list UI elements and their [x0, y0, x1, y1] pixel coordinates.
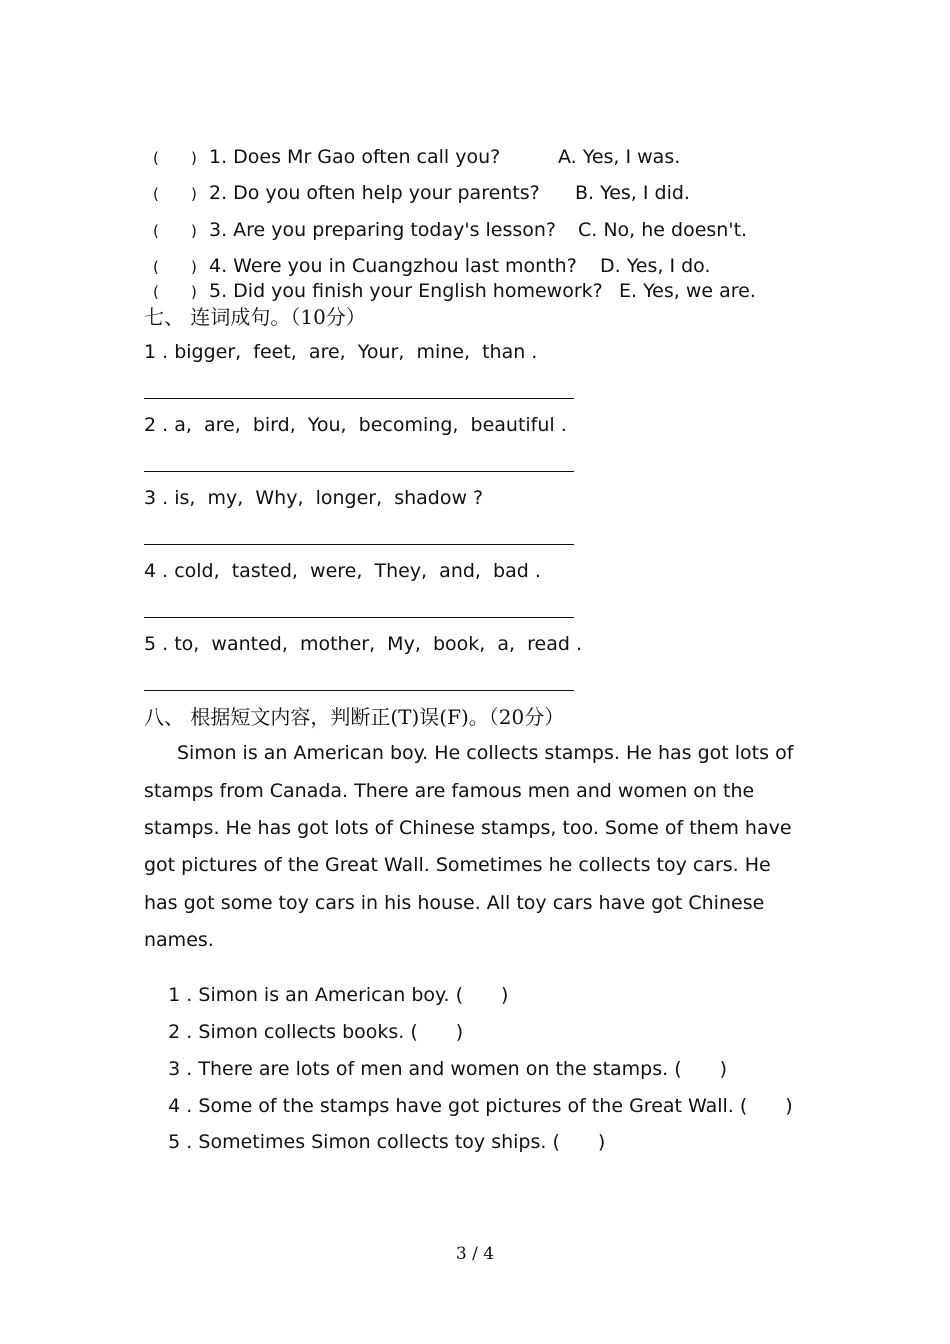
answer-paren-open: ( [153, 222, 159, 240]
statement-text: 1 . Simon is an American boy. ( [168, 984, 464, 1006]
paren-close: ) [455, 1021, 464, 1043]
answer-paren-open: ( [153, 149, 159, 167]
answer-line[interactable] [144, 690, 574, 691]
paren-close: ) [501, 984, 509, 1006]
sentence-words: 3 . is, my, Why, longer, shadow ? [144, 487, 484, 509]
page-number: 3 / 4 [455, 1244, 495, 1264]
answer-paren-open: ( [153, 258, 159, 276]
paren-close: ) [597, 1131, 606, 1153]
paren-close: ) [785, 1095, 793, 1117]
answer-line[interactable] [144, 544, 574, 545]
true-false-item [144, 1114, 605, 1171]
statement-text: 5 . Sometimes Simon collects toy ships. ( [168, 1131, 560, 1153]
passage-line: stamps. He has got lots of Chinese stamps, too. Some of them have [144, 817, 792, 839]
answer-line[interactable] [144, 617, 574, 618]
statement-text: 2 . Simon collects books. ( [168, 1021, 418, 1043]
answer-paren-close: ) [191, 149, 197, 167]
passage-line: stamps from Canada. There are famous men and women on the [144, 780, 755, 802]
statement-text: 4 . Some of the stamps have got pictures of the Great Wall. ( [168, 1095, 748, 1117]
passage-line: got pictures of the Great Wall. Sometimes he collects toy cars. He [144, 854, 771, 876]
matching-question: 2. Do you often help your parents? [209, 182, 540, 204]
matching-answer: E. Yes, we are. [619, 280, 756, 302]
answer-paren-open: ( [153, 283, 159, 301]
paren-close: ) [719, 1058, 728, 1080]
section-8-heading: 八、 根据短文内容，判断正(T)误(F)。（20分） [144, 705, 565, 729]
answer-paren-close: ) [191, 283, 197, 301]
sentence-words: 5 . to, wanted, mother, My, book, a, read . [144, 633, 583, 655]
answer-paren-close: ) [191, 222, 197, 240]
passage-line: has got some toy cars in his house. All toy cars have got Chinese [144, 892, 765, 914]
passage-line: names. [144, 929, 214, 951]
matching-question: 1. Does Mr Gao often call you? [209, 146, 501, 168]
answer-paren-close: ) [191, 258, 197, 276]
statement-text: 3 . There are lots of men and women on the stamps. ( [168, 1058, 682, 1080]
matching-answer: D. Yes, I do. [600, 255, 711, 277]
answer-paren-close: ) [191, 185, 197, 203]
matching-question: 5. Did you finish your English homework? [209, 280, 603, 302]
sentence-words: 4 . cold, tasted, were, They, and, bad . [144, 560, 541, 582]
answer-paren-open: ( [153, 185, 159, 203]
passage-line: Simon is an American boy. He collects stamps. He has got lots of [177, 742, 794, 764]
matching-answer: C. No, he doesn't. [578, 219, 748, 241]
matching-answer: B. Yes, I did. [575, 182, 690, 204]
matching-question: 3. Are you preparing today's lesson? [209, 219, 557, 241]
section-7-heading: 七、 连词成句。（10分） [144, 305, 366, 329]
answer-line[interactable] [144, 471, 574, 472]
matching-question: 4. Were you in Cuangzhou last month? [209, 255, 577, 277]
sentence-words: 1 . bigger, feet, are, Your, mine, than . [144, 341, 538, 363]
matching-answer: A. Yes, I was. [558, 146, 681, 168]
sentence-words: 2 . a, are, bird, You, becoming, beautiful . [144, 414, 567, 436]
answer-line[interactable] [144, 398, 574, 399]
